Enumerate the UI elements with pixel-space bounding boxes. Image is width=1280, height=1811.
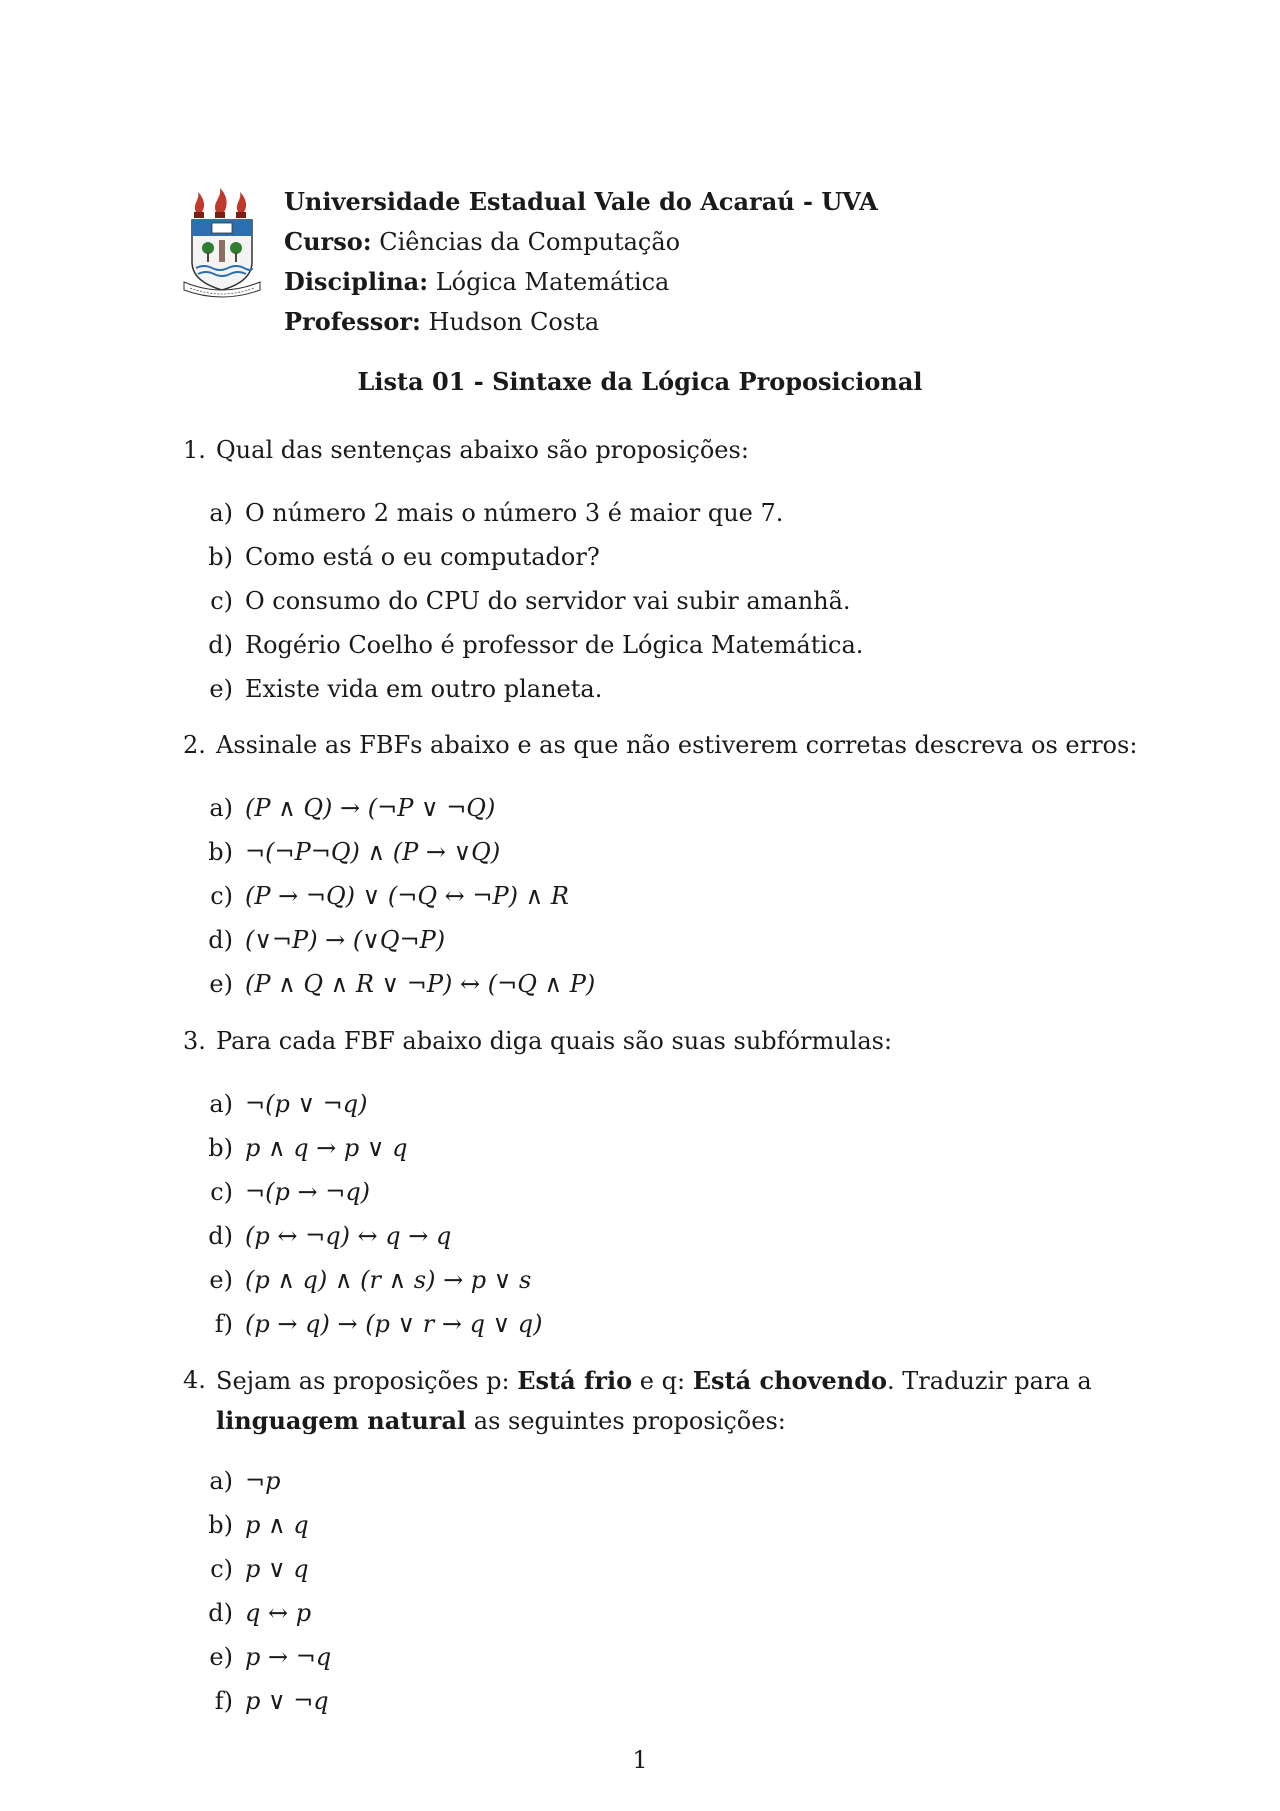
formula-item: c) p ∨ q xyxy=(210,1555,309,1583)
formula-item: e) (P ∧ Q ∧ R ∨ ¬P) ↔ (¬Q ∧ P) xyxy=(209,970,596,998)
list-title: Lista 01 - Sintaxe da Lógica Proposicional xyxy=(357,367,923,396)
formula-item: b) p ∧ q xyxy=(208,1511,309,1539)
formula-item: a) ¬p xyxy=(209,1467,281,1495)
question-number: 4. xyxy=(183,1366,206,1394)
formula-item: b) p ∧ q → p ∨ q xyxy=(208,1134,408,1162)
question-text: Para cada FBF abaixo diga quais são suas subfórmulas: xyxy=(216,1027,893,1055)
header xyxy=(182,182,878,342)
formula-item: c) ¬(p → ¬q) xyxy=(210,1178,371,1206)
formula-item: e) (p ∧ q) ∧ (r ∧ s) → p ∨ s xyxy=(209,1266,532,1294)
formula-item: d) (∨¬P) → (∨Q¬P) xyxy=(208,926,446,954)
question-4 xyxy=(183,1361,1173,1723)
question-2 xyxy=(183,726,1173,1006)
formula-item: f) (p → q) → (p ∨ r → q ∨ q) xyxy=(214,1310,543,1338)
question-1 xyxy=(183,431,1173,711)
question-3 xyxy=(183,1022,1173,1346)
formula-item: c) (P → ¬Q) ∨ (¬Q ↔ ¬P) ∧ R xyxy=(210,882,569,910)
question-number: 1. xyxy=(183,436,206,464)
formula-item: d) q ↔ p xyxy=(208,1599,312,1627)
formula-item: f) p ∨ ¬q xyxy=(214,1687,329,1715)
list-item: a) O número 2 mais o número 3 é maior que 7. xyxy=(209,499,784,527)
list-item: c) O consumo do CPU do servidor vai subir amanhã. xyxy=(210,587,851,615)
course-line: Curso: Ciências da Computação xyxy=(284,227,681,256)
formula-item: a) (P ∧ Q) → (¬P ∨ ¬Q) xyxy=(209,794,496,822)
page-number: 1 xyxy=(632,1746,648,1774)
formula-item: a) ¬(p ∨ ¬q) xyxy=(209,1090,368,1118)
list-item: d) Rogério Coelho é professor de Lógica Matemática. xyxy=(208,631,864,659)
university-logo xyxy=(182,182,262,302)
question-number: 3. xyxy=(183,1027,206,1055)
professor-line: Professor: Hudson Costa xyxy=(284,307,600,336)
question-text: Sejam as proposições p: Está frio e q: Está chovendo. Traduzir para a linguagem natural as seguintes proposições: xyxy=(216,1366,1092,1435)
question-number: 2. xyxy=(183,731,206,759)
question-text: Assinale as FBFs abaixo e as que não estiverem corretas descreva os erros: xyxy=(216,731,1138,759)
university-name: Universidade Estadual Vale do Acaraú - UVA xyxy=(284,187,878,216)
list-item: e) Existe vida em outro planeta. xyxy=(209,675,603,703)
list-item: b) Como está o eu computador? xyxy=(208,543,600,571)
formula-item: b) ¬(¬P¬Q) ∧ (P → ∨Q) xyxy=(208,838,501,866)
formula-item: d) (p ↔ ¬q) ↔ q → q xyxy=(208,1222,452,1250)
discipline-line: Disciplina: Lógica Matemática xyxy=(284,267,670,296)
question-text: Qual das sentenças abaixo são proposições: xyxy=(216,436,749,464)
formula-item: e) p → ¬q xyxy=(209,1643,332,1671)
